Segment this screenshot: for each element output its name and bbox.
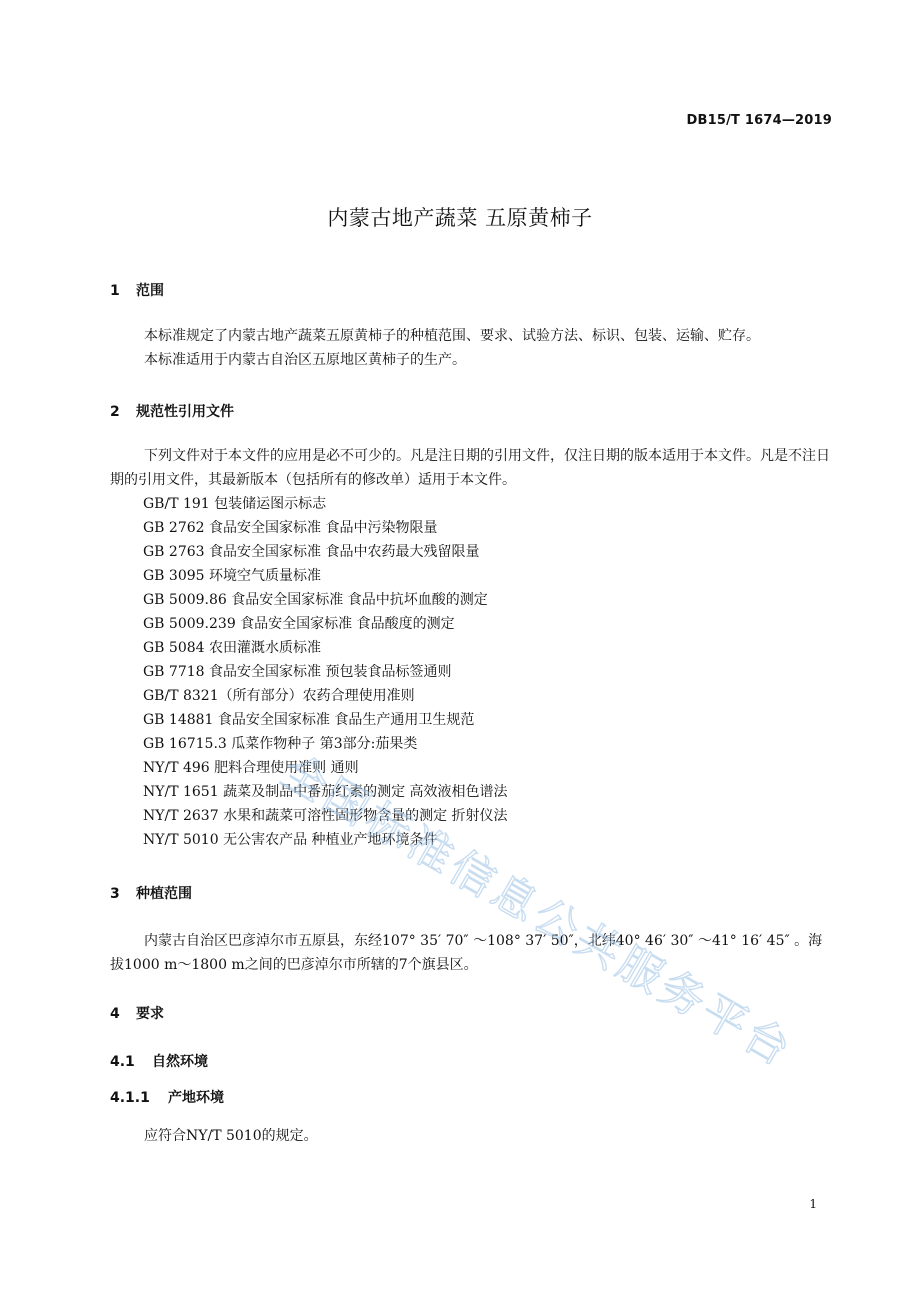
reference-item: GB 5009.86 食品安全国家标准 食品中抗坏血酸的测定 bbox=[143, 592, 488, 608]
watermark-glyph: 全 bbox=[272, 745, 337, 812]
standard-code: DB15/T 1674—2019 bbox=[686, 113, 832, 128]
section-number: 4.1 bbox=[110, 1054, 135, 1070]
section-number: 4.1.1 bbox=[110, 1090, 150, 1106]
watermark-glyph: 公 bbox=[524, 889, 589, 956]
watermark-glyph: 准 bbox=[398, 817, 463, 884]
reference-item: GB 5084 农田灌溉水质标准 bbox=[143, 640, 322, 656]
reference-item: GB 2763 食品安全国家标准 食品中农药最大残留限量 bbox=[143, 544, 480, 560]
section-title: 产地环境 bbox=[168, 1090, 224, 1106]
reference-item: GB 7718 食品安全国家标准 预包装食品标签通则 bbox=[143, 664, 452, 680]
section-title: 范围 bbox=[136, 283, 164, 299]
section-4-heading bbox=[110, 1003, 164, 1023]
section-number: 2 bbox=[110, 404, 120, 420]
watermark-glyph: 务 bbox=[650, 961, 715, 1028]
watermark-glyph: 标 bbox=[356, 793, 421, 860]
reference-item: GB/T 8321（所有部分）农药合理使用准则 bbox=[143, 688, 415, 704]
watermark-glyph: 国 bbox=[314, 769, 379, 836]
watermark-glyph: 平 bbox=[692, 985, 757, 1052]
section-4-1-1-heading bbox=[110, 1087, 224, 1107]
reference-item: NY/T 2637 水果和蔬菜可溶性固形物含量的测定 折射仪法 bbox=[143, 808, 508, 824]
watermark-glyph: 台 bbox=[734, 1009, 799, 1076]
reference-item: GB 5009.239 食品安全国家标准 食品酸度的测定 bbox=[143, 616, 455, 632]
section-1-heading bbox=[110, 280, 164, 300]
watermark-glyph: 共 bbox=[566, 913, 631, 980]
section-number: 1 bbox=[110, 283, 120, 299]
paragraph-text: 应符合NY/T 5010的规定。 bbox=[144, 1128, 318, 1144]
reference-item: GB 16715.3 瓜菜作物种子 第3部分:茄果类 bbox=[143, 736, 418, 752]
reference-item: GB 3095 环境空气质量标准 bbox=[143, 568, 322, 584]
section-2-intro bbox=[110, 444, 832, 492]
section-3-paragraph-1 bbox=[110, 929, 832, 977]
section-title: 要求 bbox=[136, 1006, 164, 1022]
reference-item: GB 2762 食品安全国家标准 食品中污染物限量 bbox=[143, 520, 438, 536]
reference-item: NY/T 1651 蔬菜及制品中番茄红素的测定 高效液相色谱法 bbox=[143, 784, 508, 800]
section-title: 自然环境 bbox=[152, 1054, 208, 1070]
watermark-glyph: 服 bbox=[608, 937, 673, 1004]
reference-item: NY/T 5010 无公害农产品 种植业产地环境条件 bbox=[143, 832, 438, 848]
paragraph-text: 本标准适用于内蒙古自治区五原地区黄柿子的生产。 bbox=[144, 352, 466, 368]
page-number: 1 bbox=[809, 1197, 817, 1211]
section-1-paragraph-2 bbox=[110, 348, 832, 372]
paragraph-text: 本标准规定了内蒙古地产蔬菜五原黄柿子的种植范围、要求、试验方法、标识、包装、运输、贮存。 bbox=[144, 328, 760, 344]
section-number: 3 bbox=[110, 886, 120, 902]
paragraph-text: 内蒙古自治区巴彦淖尔市五原县，东经107° 35′ 70″ ～108° 37′ 50″，北纬40° 46′ 30″ ～41° 16′ 45″ 。海拔1000 m～1800 m之间的巴彦淖尔市所辖的7个旗县区。 bbox=[110, 933, 823, 973]
reference-item: GB/T 191 包装储运图示标志 bbox=[143, 496, 327, 512]
section-4-1-1-paragraph bbox=[110, 1124, 832, 1148]
paragraph-text: 下列文件对于本文件的应用是必不可少的。凡是注日期的引用文件，仅注日期的版本适用于本文件。凡是不注日期的引用文件，其最新版本（包括所有的修改单）适用于本文件。 bbox=[110, 448, 830, 488]
section-title: 规范性引用文件 bbox=[136, 404, 234, 420]
section-3-heading bbox=[110, 883, 192, 903]
watermark-glyph: 息 bbox=[482, 865, 547, 932]
reference-item: NY/T 496 肥料合理使用准则 通则 bbox=[143, 760, 359, 776]
normative-references-list bbox=[143, 492, 508, 852]
section-title: 种植范围 bbox=[136, 886, 192, 902]
section-4-1-heading bbox=[110, 1051, 208, 1071]
document-title: 内蒙古地产蔬菜 五原黄柿子 bbox=[327, 206, 593, 230]
reference-item: GB 14881 食品安全国家标准 食品生产通用卫生规范 bbox=[143, 712, 475, 728]
section-2-heading bbox=[110, 401, 234, 421]
watermark-glyph: 信 bbox=[440, 841, 505, 908]
section-number: 4 bbox=[110, 1006, 120, 1022]
section-1-paragraph-1 bbox=[110, 324, 832, 348]
